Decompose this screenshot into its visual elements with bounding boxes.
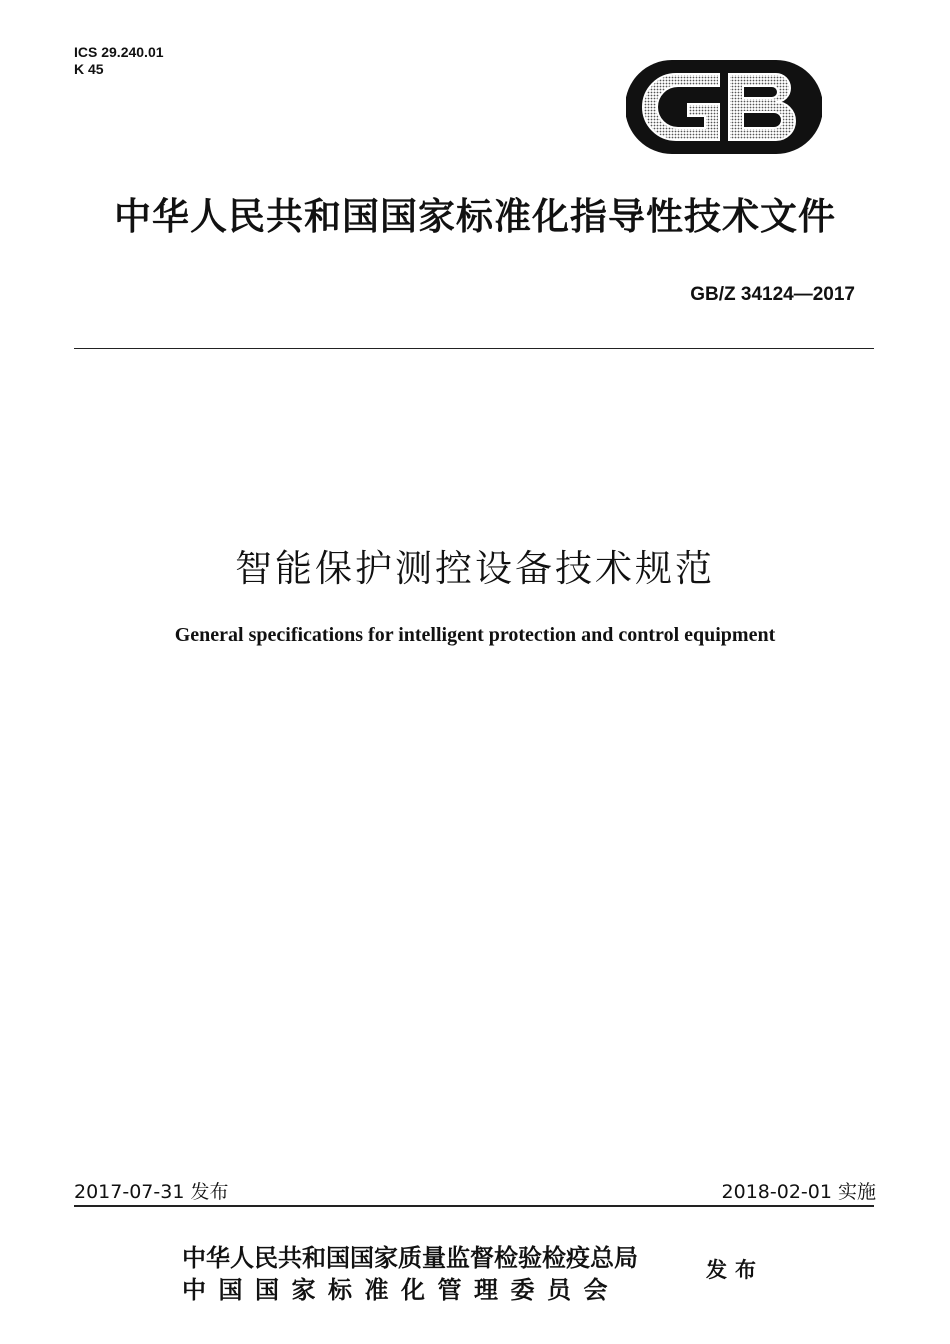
standard-number: GB/Z 34124—2017 (690, 284, 855, 305)
title-english: General specifications for intelligent protection and control equipment (174, 624, 776, 646)
issue-date: 2017-07-31 发布 (74, 1181, 229, 1203)
gb-logo (626, 58, 822, 156)
ics-code: ICS 29.240.01 (74, 44, 164, 60)
ccs-class: K 45 (74, 61, 104, 77)
publish-label: 发布 (706, 1258, 764, 1282)
effective-date: 2018-02-01 实施 (721, 1181, 876, 1203)
bottom-divider (74, 1205, 874, 1207)
document-type-title: 中华人民共和国国家标准化指导性技术文件 (114, 195, 836, 238)
issuer-aqsiq: 中华人民共和国国家质量监督检验检疫总局 (182, 1244, 638, 1272)
ics-block (74, 44, 164, 78)
issuer-sac: 中国国家标准化管理委员会 (182, 1276, 620, 1304)
top-divider (74, 348, 874, 349)
title-chinese: 智能保护测控设备技术规范 (235, 547, 715, 590)
